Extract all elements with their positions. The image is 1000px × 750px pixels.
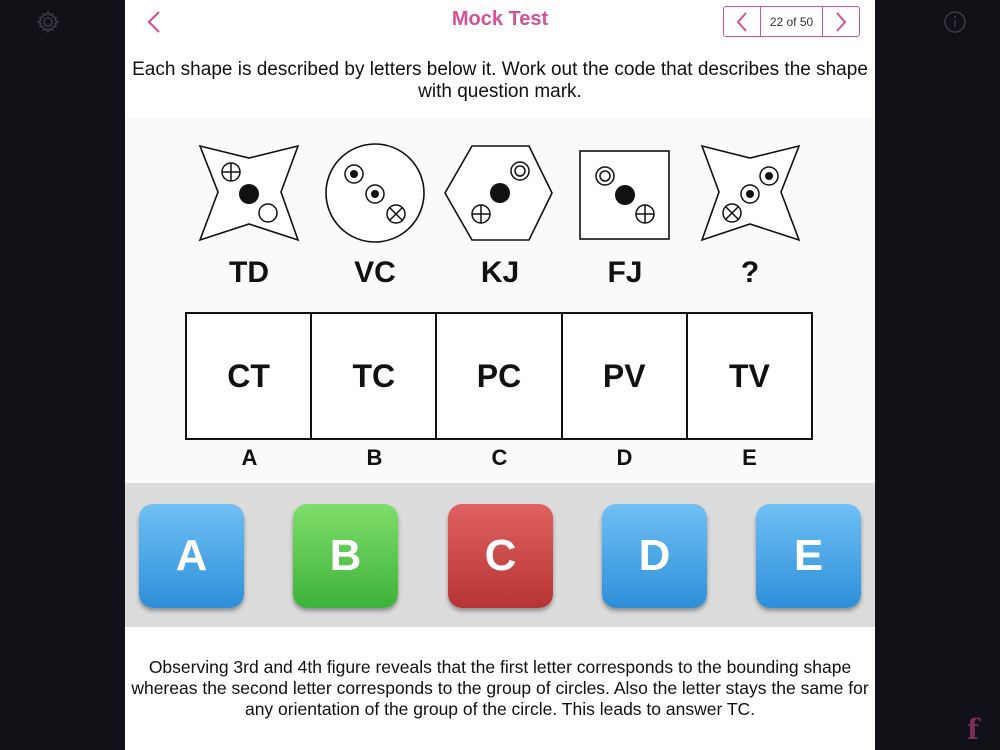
option-letter-b: B — [366, 445, 383, 470]
option-letter-a: A — [241, 445, 258, 470]
gear-icon[interactable] — [36, 10, 60, 34]
prev-question-button[interactable] — [724, 7, 760, 36]
option-cell-a: CT — [187, 314, 312, 438]
figure-5-star — [702, 146, 799, 240]
figure-code-2: VC — [354, 256, 396, 289]
answer-buttons-bar — [125, 483, 875, 627]
info-icon[interactable] — [943, 10, 967, 34]
chevron-left-icon — [735, 11, 749, 33]
answer-button-e[interactable]: E — [756, 504, 861, 608]
answer-button-b[interactable]: B — [293, 504, 398, 608]
option-letter-e: E — [742, 445, 757, 470]
question-text: Each shape is described by letters below it. Work out the code that describes the shape with question mark. — [132, 59, 868, 102]
page-indicator: 22 of 50 — [760, 7, 823, 36]
chevron-right-icon — [834, 11, 848, 33]
right-margin — [875, 0, 1000, 750]
option-letter-c: C — [491, 445, 508, 470]
option-letter-d: D — [616, 445, 633, 470]
answer-button-d[interactable]: D — [602, 504, 707, 608]
option-cell-e: TV — [728, 357, 770, 394]
test-panel — [125, 0, 875, 750]
figure-4-square — [580, 151, 669, 239]
left-margin — [0, 0, 125, 750]
explanation-text: Observing 3rd and 4th figure reveals that the first letter corresponds to the bounding shape whereas the second letter corresponds to the group of circles. Also the letter stays the same for any orientation of the group of the circle. This leads to answer TC. — [131, 657, 869, 719]
answer-button-c[interactable]: C — [448, 504, 553, 608]
question-figure — [125, 118, 875, 483]
figure-2-circle — [326, 144, 424, 242]
answer-button-a[interactable]: A — [139, 504, 244, 608]
next-question-button[interactable] — [823, 7, 859, 36]
figure-code-4: FJ — [607, 256, 643, 289]
header-bar — [125, 0, 875, 44]
options-table — [185, 312, 813, 440]
figure-1-star — [200, 146, 298, 240]
figure-code-5: ? — [740, 256, 760, 289]
option-cell-b: TC — [312, 314, 437, 438]
option-cell-c: PC — [437, 314, 562, 438]
shape-sequence — [125, 118, 875, 258]
page-title: Mock Test — [451, 8, 549, 30]
facebook-icon[interactable]: f — [967, 713, 980, 746]
figure-3-hexagon — [445, 146, 552, 240]
figure-code-1: TD — [229, 256, 269, 289]
figure-code-3: KJ — [480, 256, 520, 289]
question-pager — [723, 6, 860, 37]
option-cell-d: PV — [563, 314, 688, 438]
